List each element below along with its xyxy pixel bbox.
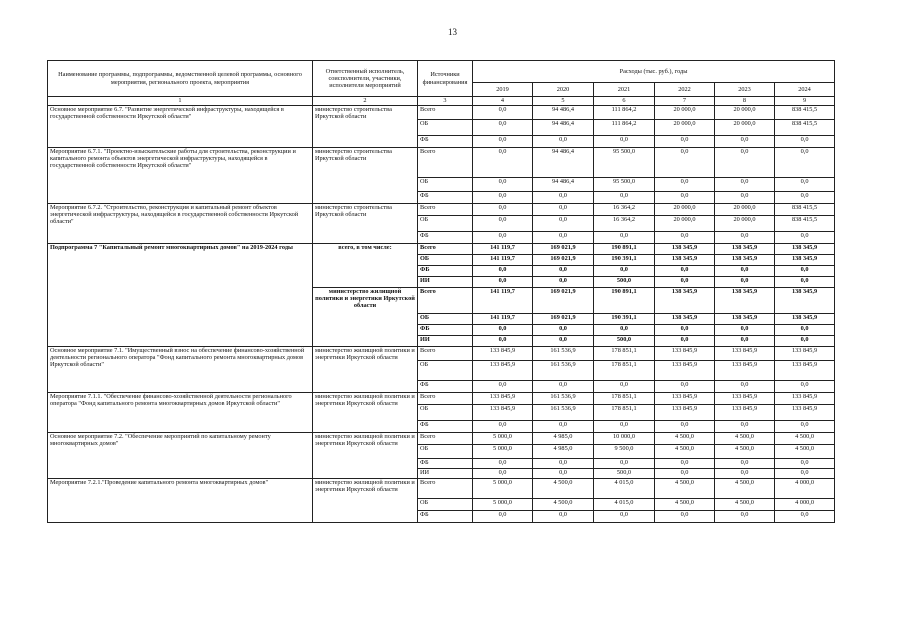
expense-value: 20 000,0: [715, 204, 775, 216]
expense-value: 133 845,9: [775, 361, 835, 381]
column-index-row: [48, 97, 835, 106]
funding-source: ФБ: [418, 266, 473, 277]
funding-source: Всего: [418, 106, 473, 120]
expense-value: 0,0: [473, 216, 533, 232]
expense-value: 0,0: [594, 136, 655, 148]
expense-value: 9 500,0: [594, 445, 655, 459]
funding-source: ОБ: [418, 216, 473, 232]
group-responsible: министерство жилищной политики и энергетики Иркутской области: [313, 288, 418, 347]
funding-source: Всего: [418, 204, 473, 216]
expense-value: 161 536,9: [533, 347, 594, 361]
expense-value: 838 415,5: [775, 204, 835, 216]
expense-value: 4 500,0: [715, 479, 775, 499]
funding-source: ОБ: [418, 499, 473, 511]
funding-source: ФБ: [418, 325, 473, 336]
expense-value: 138 345,9: [775, 288, 835, 314]
expense-value: 94 486,4: [533, 120, 594, 136]
expense-value: 190 891,1: [594, 244, 655, 255]
expense-value: 16 364,2: [594, 216, 655, 232]
expense-value: 0,0: [715, 148, 775, 178]
expense-value: 178 851,1: [594, 405, 655, 421]
expense-value: 4 985,0: [533, 433, 594, 445]
expense-value: 0,0: [775, 232, 835, 244]
expense-value: 169 021,9: [533, 314, 594, 325]
funding-source: ОБ: [418, 361, 473, 381]
table-row: [48, 148, 835, 178]
expense-value: 0,0: [775, 421, 835, 433]
expense-value: 0,0: [594, 192, 655, 204]
page-number: 13: [448, 27, 457, 37]
expense-value: 141 119,7: [473, 288, 533, 314]
expense-value: 138 345,9: [655, 288, 715, 314]
expense-value: 20 000,0: [655, 204, 715, 216]
expense-value: 20 000,0: [655, 106, 715, 120]
expense-value: 0,0: [655, 277, 715, 288]
funding-source: ОБ: [418, 120, 473, 136]
funding-source: Всего: [418, 244, 473, 255]
expense-value: 133 845,9: [715, 393, 775, 405]
funding-source: Всего: [418, 148, 473, 178]
expense-value: 0,0: [594, 381, 655, 393]
expense-value: 138 345,9: [715, 288, 775, 314]
header-year: 2020: [533, 83, 594, 97]
expense-value: 0,0: [775, 277, 835, 288]
expense-value: 0,0: [594, 325, 655, 336]
expense-value: 4 000,0: [775, 479, 835, 499]
funding-source: ОБ: [418, 445, 473, 459]
expense-value: 500,0: [594, 469, 655, 479]
expense-value: 0,0: [594, 511, 655, 523]
expense-value: 4 500,0: [775, 433, 835, 445]
expense-value: 0,0: [594, 459, 655, 469]
expense-value: 95 500,0: [594, 178, 655, 192]
expense-value: 178 851,1: [594, 347, 655, 361]
expense-value: 141 119,7: [473, 244, 533, 255]
expense-value: 161 536,9: [533, 393, 594, 405]
expense-value: 0,0: [775, 469, 835, 479]
column-index: 2: [313, 97, 418, 106]
expense-value: 169 021,9: [533, 255, 594, 266]
expense-value: 133 845,9: [715, 361, 775, 381]
expense-value: 0,0: [715, 469, 775, 479]
expense-value: 5 000,0: [473, 433, 533, 445]
expense-value: 0,0: [473, 277, 533, 288]
expense-value: 20 000,0: [655, 216, 715, 232]
expense-value: 0,0: [473, 325, 533, 336]
expense-value: 138 345,9: [655, 255, 715, 266]
expense-value: 0,0: [533, 216, 594, 232]
expense-value: 0,0: [655, 148, 715, 178]
expense-value: 0,0: [473, 192, 533, 204]
expense-value: 838 415,5: [775, 120, 835, 136]
expense-value: 0,0: [533, 421, 594, 433]
expense-value: 0,0: [715, 266, 775, 277]
expense-value: 0,0: [655, 459, 715, 469]
expense-value: 0,0: [473, 266, 533, 277]
expense-value: 5 000,0: [473, 445, 533, 459]
expense-value: 169 021,9: [533, 244, 594, 255]
expense-value: 0,0: [473, 178, 533, 192]
funding-source: ИИ: [418, 277, 473, 288]
expense-value: 138 345,9: [715, 244, 775, 255]
expense-value: 161 536,9: [533, 405, 594, 421]
expense-value: 0,0: [533, 325, 594, 336]
subprogram-name: Подпрограмма 7 "Капитальный ремонт многоквартирных домов" на 2019-2024 годы: [48, 244, 313, 347]
expense-value: 138 345,9: [775, 244, 835, 255]
funding-source: ФБ: [418, 136, 473, 148]
expense-value: 0,0: [473, 148, 533, 178]
expense-value: 0,0: [715, 381, 775, 393]
table-row: [48, 393, 835, 405]
item-name: Мероприятие 7.1.1. "Обеспечение финансово-хозяйственной деятельности регионального оператора "Фонд капитального ремонта многоквартирных домов Иркутской области": [48, 393, 313, 433]
expense-value: 0,0: [533, 336, 594, 347]
header-expenses: Расходы (тыс. руб.), годы: [473, 61, 835, 83]
expense-value: 0,0: [473, 120, 533, 136]
funding-source: ОБ: [418, 178, 473, 192]
expense-value: 4 500,0: [655, 433, 715, 445]
expense-value: 133 845,9: [715, 347, 775, 361]
expense-value: 0,0: [533, 277, 594, 288]
expense-value: 20 000,0: [715, 106, 775, 120]
table-row: [48, 244, 835, 255]
expense-value: 0,0: [655, 336, 715, 347]
item-name: Мероприятие 6.7.1. "Проектно-изыскательские работы для строительства, реконструкции и капитального ремонта объектов энергетической инфраструктуры, находящейся в государственной собственности Иркутской области": [48, 148, 313, 204]
expense-value: 0,0: [594, 421, 655, 433]
expense-value: 95 500,0: [594, 148, 655, 178]
expense-value: 4 500,0: [655, 445, 715, 459]
table-row: [48, 433, 835, 445]
header-source: Источники финансирования: [418, 61, 473, 97]
expense-value: 138 345,9: [655, 314, 715, 325]
expense-value: 161 536,9: [533, 361, 594, 381]
expense-value: 0,0: [775, 136, 835, 148]
expense-value: 4 500,0: [533, 479, 594, 499]
item-responsible: министерство строительства Иркутской области: [313, 106, 418, 148]
funding-source: ФБ: [418, 459, 473, 469]
expense-value: 838 415,5: [775, 216, 835, 232]
header-year: 2022: [655, 83, 715, 97]
table-row: [48, 106, 835, 120]
expense-value: 133 845,9: [655, 361, 715, 381]
expense-value: 5 000,0: [473, 499, 533, 511]
funding-source: ИИ: [418, 336, 473, 347]
expense-value: 0,0: [775, 459, 835, 469]
expense-value: 0,0: [473, 459, 533, 469]
expense-value: 0,0: [775, 336, 835, 347]
header-year: 2019: [473, 83, 533, 97]
item-name: Основное мероприятие 6.7. "Развитие энергетической инфраструктуры, находящейся в государственной собственности Иркутской области": [48, 106, 313, 148]
funding-source: ФБ: [418, 381, 473, 393]
funding-source: Всего: [418, 347, 473, 361]
funding-source: ФБ: [418, 511, 473, 523]
funding-source: ОБ: [418, 405, 473, 421]
expense-value: 4 000,0: [775, 499, 835, 511]
expense-value: 0,0: [655, 511, 715, 523]
expense-value: 133 845,9: [473, 347, 533, 361]
budget-table: [47, 60, 835, 523]
item-name: Мероприятие 6.7.2. "Строительство, реконструкция и капитальный ремонт объектов энергетической инфраструктуры, находящейся в государственной собственности Иркутской области": [48, 204, 313, 244]
expense-value: 111 864,2: [594, 120, 655, 136]
expense-value: 4 500,0: [655, 499, 715, 511]
expense-value: 4 500,0: [533, 499, 594, 511]
header-year: 2021: [594, 83, 655, 97]
expense-value: 0,0: [775, 192, 835, 204]
expense-value: 0,0: [715, 277, 775, 288]
expense-value: 0,0: [473, 421, 533, 433]
expense-value: 0,0: [715, 336, 775, 347]
expense-value: 0,0: [533, 459, 594, 469]
expense-value: 138 345,9: [775, 255, 835, 266]
header-year: 2023: [715, 83, 775, 97]
expense-value: 500,0: [594, 277, 655, 288]
expense-value: 500,0: [594, 336, 655, 347]
expense-value: 0,0: [473, 232, 533, 244]
expense-value: 0,0: [775, 511, 835, 523]
expense-value: 138 345,9: [715, 314, 775, 325]
expense-value: 138 345,9: [655, 244, 715, 255]
expense-value: 0,0: [473, 136, 533, 148]
expense-value: 0,0: [775, 381, 835, 393]
expense-value: 190 391,1: [594, 255, 655, 266]
expense-value: 0,0: [533, 469, 594, 479]
item-responsible: министерство жилищной политики и энергетики Иркутской области: [313, 347, 418, 393]
item-responsible: министерство строительства Иркутской области: [313, 148, 418, 204]
expense-value: 4 500,0: [715, 433, 775, 445]
header-name: Наименование программы, подпрограммы, ведомственной целевой программы, основного мероприятия, регионального проекта, мероприятия: [48, 61, 313, 97]
expense-value: 178 851,1: [594, 393, 655, 405]
expense-value: 838 415,5: [775, 106, 835, 120]
funding-source: Всего: [418, 479, 473, 499]
column-index: 4: [473, 97, 533, 106]
column-index: 5: [533, 97, 594, 106]
expense-value: 0,0: [775, 266, 835, 277]
expense-value: 141 119,7: [473, 255, 533, 266]
funding-source: ОБ: [418, 314, 473, 325]
expense-value: 0,0: [775, 178, 835, 192]
expense-value: 10 000,0: [594, 433, 655, 445]
expense-value: 0,0: [533, 232, 594, 244]
expense-value: 0,0: [655, 178, 715, 192]
expense-value: 0,0: [533, 192, 594, 204]
expense-value: 133 845,9: [655, 393, 715, 405]
item-name: Основное мероприятие 7.1. "Имущественный взнос на обеспечение финансово-хозяйственной деятельности регионального оператора "Фонд капитального ремонта многоквартирных домов Иркутской области": [48, 347, 313, 393]
funding-source: ФБ: [418, 421, 473, 433]
expense-value: 20 000,0: [715, 216, 775, 232]
expense-value: 0,0: [533, 266, 594, 277]
table-row: [48, 347, 835, 361]
expense-value: 138 345,9: [715, 255, 775, 266]
expense-value: 0,0: [715, 178, 775, 192]
expense-value: 0,0: [473, 336, 533, 347]
expense-value: 111 864,2: [594, 106, 655, 120]
expense-value: 94 486,4: [533, 178, 594, 192]
expense-value: 4 015,0: [594, 479, 655, 499]
funding-source: ФБ: [418, 232, 473, 244]
header-year: 2024: [775, 83, 835, 97]
expense-value: 0,0: [655, 469, 715, 479]
funding-source: ФБ: [418, 192, 473, 204]
column-index: 6: [594, 97, 655, 106]
expense-value: 0,0: [473, 511, 533, 523]
expense-value: 0,0: [473, 106, 533, 120]
expense-value: 133 845,9: [473, 405, 533, 421]
expense-value: 5 000,0: [473, 479, 533, 499]
expense-value: 0,0: [715, 325, 775, 336]
funding-source: ИИ: [418, 469, 473, 479]
expense-value: 0,0: [715, 511, 775, 523]
expense-value: 138 345,9: [775, 314, 835, 325]
expense-value: 0,0: [533, 511, 594, 523]
header-responsible: Ответственный исполнитель, соисполнители, участники, исполнители мероприятий: [313, 61, 418, 97]
expense-value: 0,0: [655, 232, 715, 244]
funding-source: ОБ: [418, 255, 473, 266]
expense-value: 4 500,0: [715, 445, 775, 459]
expense-value: 0,0: [533, 381, 594, 393]
funding-source: Всего: [418, 393, 473, 405]
funding-source: Всего: [418, 433, 473, 445]
expense-value: 16 364,2: [594, 204, 655, 216]
funding-source: Всего: [418, 288, 473, 314]
expense-value: 0,0: [655, 381, 715, 393]
expense-value: 133 845,9: [655, 347, 715, 361]
expense-value: 0,0: [473, 469, 533, 479]
expense-value: 0,0: [594, 266, 655, 277]
expense-value: 0,0: [655, 192, 715, 204]
expense-value: 178 851,1: [594, 361, 655, 381]
expense-value: 0,0: [715, 232, 775, 244]
column-index: 1: [48, 97, 313, 106]
expense-value: 190 891,1: [594, 288, 655, 314]
item-name: Основное мероприятие 7.2. "Обеспечение мероприятий по капитальному ремонту многоквартирных домов": [48, 433, 313, 479]
expense-value: 133 845,9: [775, 347, 835, 361]
expense-value: 0,0: [775, 148, 835, 178]
expense-value: 4 500,0: [775, 445, 835, 459]
expense-value: 4 500,0: [655, 479, 715, 499]
expense-value: 0,0: [473, 381, 533, 393]
item-responsible: министерство жилищной политики и энергетики Иркутской области: [313, 479, 418, 523]
expense-value: 94 486,4: [533, 148, 594, 178]
expense-value: 0,0: [715, 192, 775, 204]
expense-value: 0,0: [533, 136, 594, 148]
expense-value: 141 119,7: [473, 314, 533, 325]
expense-value: 20 000,0: [715, 120, 775, 136]
expense-value: 133 845,9: [775, 393, 835, 405]
expense-value: 133 845,9: [473, 393, 533, 405]
item-responsible: министерство строительства Иркутской области: [313, 204, 418, 244]
table-row: [48, 479, 835, 499]
expense-value: 0,0: [594, 232, 655, 244]
expense-value: 20 000,0: [655, 120, 715, 136]
expense-value: 94 486,4: [533, 106, 594, 120]
expense-value: 0,0: [715, 459, 775, 469]
expense-value: 0,0: [655, 136, 715, 148]
expense-value: 0,0: [715, 136, 775, 148]
expense-value: 0,0: [655, 421, 715, 433]
expense-value: 133 845,9: [775, 405, 835, 421]
expense-value: 4 985,0: [533, 445, 594, 459]
item-name: Мероприятие 7.2.1."Проведение капитального ремонта многоквартирных домов": [48, 479, 313, 523]
table-row: [48, 204, 835, 216]
expense-value: 0,0: [775, 325, 835, 336]
expense-value: 190 391,1: [594, 314, 655, 325]
column-index: 3: [418, 97, 473, 106]
expense-value: 133 845,9: [473, 361, 533, 381]
expense-value: 133 845,9: [655, 405, 715, 421]
expense-value: 4 500,0: [715, 499, 775, 511]
expense-value: 169 021,9: [533, 288, 594, 314]
expense-value: 4 015,0: [594, 499, 655, 511]
item-responsible: министерство жилищной политики и энергетики Иркутской области: [313, 433, 418, 479]
expense-value: 0,0: [473, 204, 533, 216]
group-responsible: всего, в том числе:: [313, 244, 418, 288]
expense-value: 0,0: [533, 204, 594, 216]
item-responsible: министерство жилищной политики и энергетики Иркутской области: [313, 393, 418, 433]
column-index: 9: [775, 97, 835, 106]
expense-value: 0,0: [715, 421, 775, 433]
column-index: 7: [655, 97, 715, 106]
expense-value: 0,0: [655, 266, 715, 277]
column-index: 8: [715, 97, 775, 106]
expense-value: 133 845,9: [715, 405, 775, 421]
expense-value: 0,0: [655, 325, 715, 336]
